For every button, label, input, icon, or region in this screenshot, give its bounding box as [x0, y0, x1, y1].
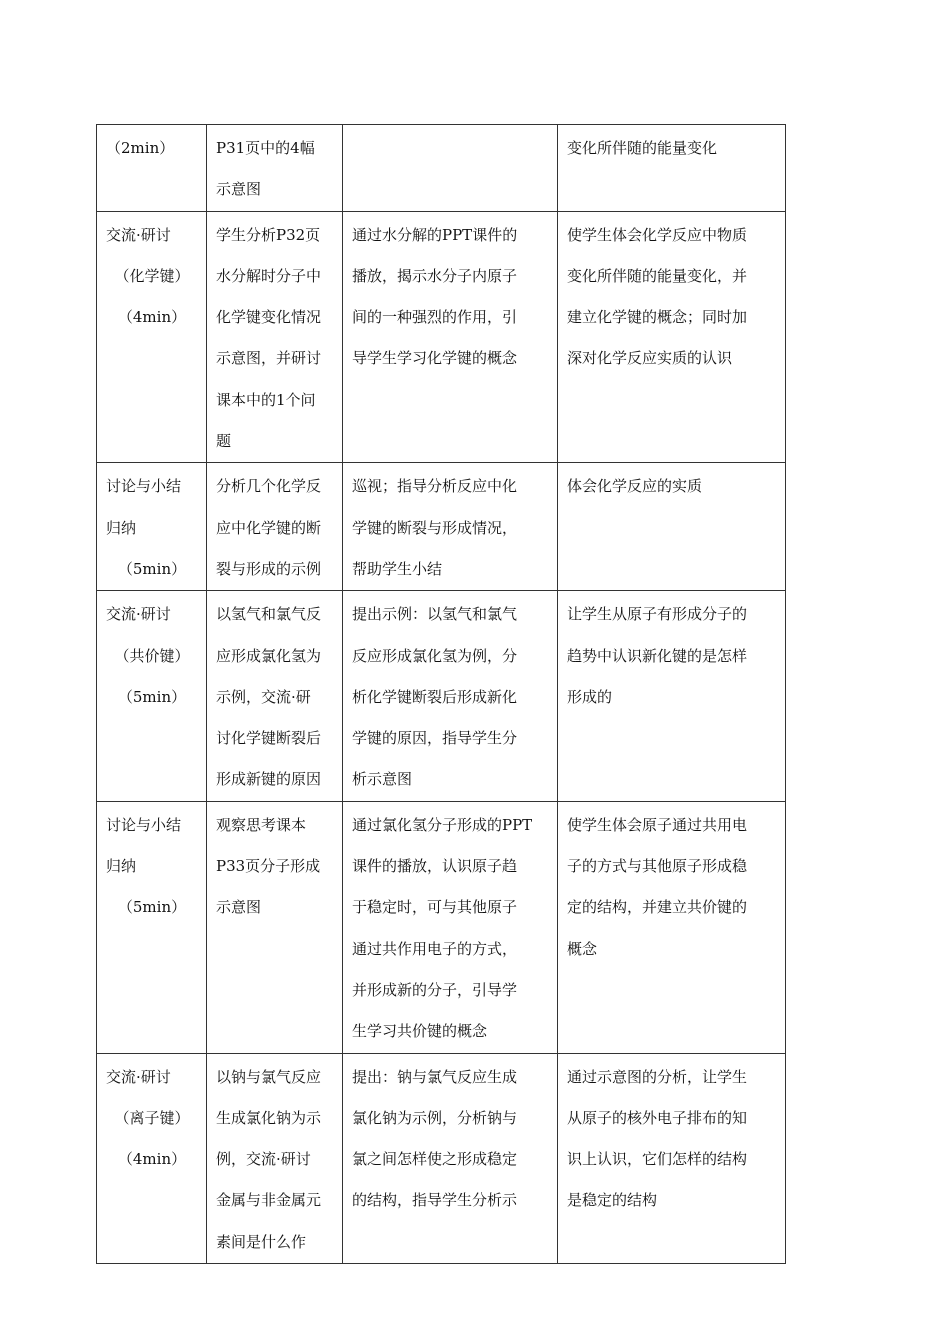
cell-line: 析示意图: [352, 770, 413, 789]
cell-line: 示意图，并研讨: [216, 349, 322, 368]
cell-intent: [558, 801, 786, 1053]
cell-line: （化学键）: [114, 266, 190, 285]
cell-line: （2min）: [106, 139, 175, 157]
cell-line: 课本中的1个问: [216, 390, 316, 409]
cell-intent: [558, 1053, 786, 1263]
cell-line: 趋势中认识新化键的是怎样: [567, 646, 748, 665]
cell-line: 生学习共价键的概念: [352, 1022, 488, 1041]
cell-line: P33页分子形成: [216, 857, 321, 876]
cell-line: 讨化学键断裂后: [216, 729, 322, 748]
cell-line: 反应形成氯化氢为例，分: [352, 646, 518, 665]
table-row: [97, 125, 786, 212]
cell-line: 识上认识，它们怎样的结构: [567, 1150, 748, 1169]
cell-line: 示意图: [216, 180, 262, 199]
cell-line: 概念: [567, 939, 598, 958]
cell-line: 于稳定时，可与其他原子: [352, 898, 518, 917]
cell-line: 巡视；指导分析反应中化: [352, 477, 518, 496]
cell-line: 归纳: [106, 518, 137, 537]
cell-line: 从原子的核外电子排布的知: [567, 1108, 748, 1127]
cell-line: P31页中的4幅: [216, 139, 315, 157]
cell-line: 交流·研讨: [106, 605, 171, 624]
cell-line: （5min）: [117, 898, 187, 917]
cell-line: 并形成新的分子，引导学: [352, 980, 518, 999]
cell-line: （4min）: [117, 1150, 187, 1169]
cell-student: [207, 211, 343, 463]
cell-line: 帮助学生小结: [352, 559, 443, 578]
table-row: [97, 591, 786, 801]
cell-stage: [97, 463, 207, 591]
cell-line: 间的一种强烈的作用，引: [352, 308, 518, 327]
cell-line: 播放，揭示水分子内原子: [352, 266, 518, 285]
cell-intent: [558, 463, 786, 591]
cell-line: 通过水分解的PPT课件的: [352, 225, 518, 244]
cell-line: 示意图: [216, 898, 262, 917]
cell-line: 金属与非金属元: [216, 1191, 322, 1210]
cell-line: 生成氯化钠为示: [216, 1108, 322, 1127]
cell-line: 学键的原因，指导学生分: [352, 729, 518, 748]
cell-line: （4min）: [117, 308, 187, 327]
cell-line: 体会化学反应的实质: [567, 477, 703, 496]
cell-line: 题: [216, 432, 232, 451]
cell-line: 例，交流·研讨: [216, 1150, 311, 1169]
cell-line: 观察思考课本: [216, 815, 307, 834]
cell-line: 交流·研讨: [106, 1067, 171, 1086]
cell-student: [207, 801, 343, 1053]
table-row: [97, 1053, 786, 1263]
table-row: [97, 463, 786, 591]
cell-line: 归纳: [106, 857, 137, 876]
cell-line: 形成的: [567, 687, 613, 706]
cell-line: 讨论与小结: [106, 477, 182, 496]
cell-line: （离子键）: [114, 1108, 190, 1127]
cell-line: 交流·研讨: [106, 225, 171, 244]
cell-line: 以钠与氯气反应: [216, 1067, 322, 1086]
cell-line: 变化所伴随的能量变化: [567, 139, 718, 157]
cell-line: 使学生体会化学反应中物质: [567, 225, 748, 244]
cell-teacher: [343, 463, 558, 591]
cell-line: 素间是什么作: [216, 1232, 307, 1251]
cell-stage: [97, 211, 207, 463]
cell-line: 变化所伴随的能量变化，并: [567, 266, 748, 285]
cell-line: 通过氯化氢分子形成的PPT: [352, 815, 533, 834]
cell-line: 示例，交流·研: [216, 687, 311, 706]
cell-line: 的结构，指导学生分析示: [352, 1191, 518, 1210]
cell-student: [207, 463, 343, 591]
cell-line: 讨论与小结: [106, 815, 182, 834]
cell-intent: [558, 125, 786, 212]
table-row: [97, 211, 786, 463]
cell-line: 课件的播放，认识原子趋: [352, 857, 518, 876]
cell-line: （共价键）: [114, 646, 190, 665]
cell-stage: [97, 1053, 207, 1263]
cell-student: [207, 1053, 343, 1263]
cell-line: 学生分析P32页: [216, 225, 321, 244]
cell-line: 氯之间怎样使之形成稳定: [352, 1150, 518, 1169]
cell-intent: [558, 591, 786, 801]
cell-line: （5min）: [117, 687, 187, 706]
cell-stage: [97, 125, 207, 212]
cell-line: 水分解时分子中: [216, 266, 322, 285]
cell-line: 应中化学键的断: [216, 518, 322, 537]
cell-line: 化学键变化情况: [216, 308, 322, 327]
cell-teacher: [343, 211, 558, 463]
cell-line: 以氢气和氯气反: [216, 605, 322, 624]
cell-line: 子的方式与其他原子形成稳: [567, 857, 748, 876]
cell-line: 分析几个化学反: [216, 477, 322, 496]
cell-line: 建立化学键的概念；同时加: [567, 308, 748, 327]
cell-teacher: [343, 801, 558, 1053]
cell-line: 裂与形成的示例: [216, 559, 322, 578]
cell-intent: [558, 211, 786, 463]
cell-teacher: [343, 1053, 558, 1263]
lesson-plan-table: [96, 124, 786, 1264]
table-row: [97, 801, 786, 1053]
cell-teacher: [343, 591, 558, 801]
cell-line: 析化学键断裂后形成新化: [352, 687, 518, 706]
cell-stage: [97, 591, 207, 801]
cell-line: 应形成氯化氢为: [216, 646, 322, 665]
lesson-plan-body: [97, 125, 786, 1264]
cell-line: 使学生体会原子通过共用电: [567, 815, 748, 834]
cell-line: 是稳定的结构: [567, 1191, 658, 1210]
cell-line: （5min）: [117, 559, 187, 578]
cell-line: 通过示意图的分析，让学生: [567, 1067, 748, 1086]
cell-line: 学键的断裂与形成情况，: [352, 518, 518, 537]
cell-line: 提出：钠与氯气反应生成: [352, 1067, 518, 1086]
cell-line: 形成新键的原因: [216, 770, 322, 789]
cell-line: 氯化钠为示例，分析钠与: [352, 1108, 518, 1127]
cell-teacher: [343, 125, 558, 212]
cell-line: 深对化学反应实质的认识: [567, 349, 733, 368]
cell-line: 让学生从原子有形成分子的: [567, 605, 748, 624]
cell-student: [207, 125, 343, 212]
cell-line: 定的结构，并建立共价键的: [567, 898, 748, 917]
cell-line: 通过共作用电子的方式，: [352, 939, 518, 958]
cell-student: [207, 591, 343, 801]
cell-line: 提出示例：以氢气和氯气: [352, 605, 518, 624]
cell-line: 导学生学习化学键的概念: [352, 349, 518, 368]
cell-stage: [97, 801, 207, 1053]
